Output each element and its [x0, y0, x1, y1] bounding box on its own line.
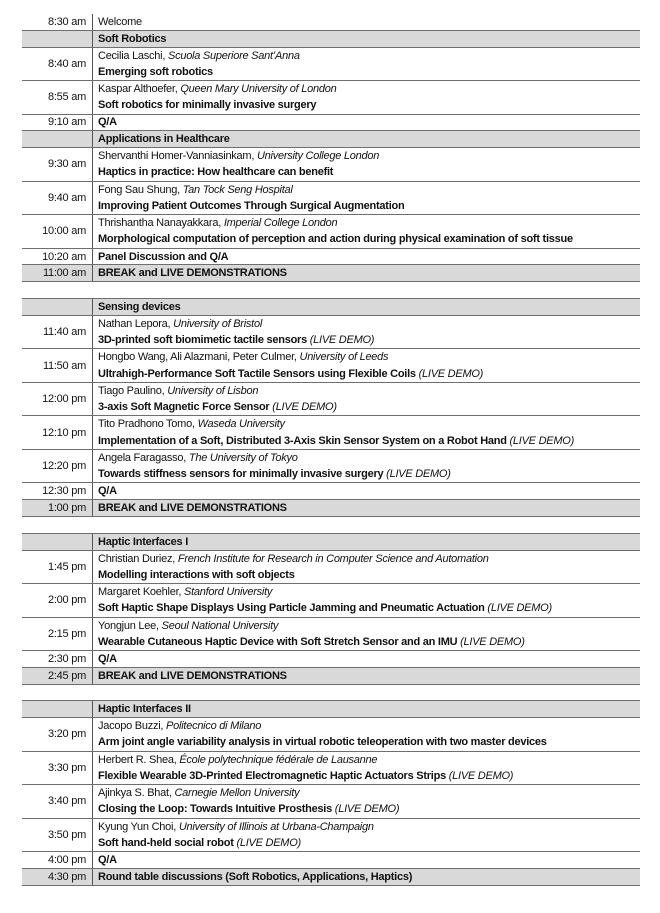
schedule-row	[22, 618, 640, 652]
live-demo-tag: (LIVE DEMO)	[415, 367, 484, 380]
talk-title: Soft robotics for minimally invasive surgery	[98, 99, 317, 112]
talk-title: Ultrahigh-Performance Soft Tactile Sensors using Flexible Coils	[98, 367, 416, 380]
content-cell	[93, 31, 640, 47]
content-cell	[93, 618, 640, 651]
content-cell	[93, 299, 640, 315]
break-row	[22, 265, 640, 282]
speaker-line	[98, 316, 640, 332]
time-cell: 8:55 am	[22, 81, 93, 114]
speaker-line	[98, 819, 640, 835]
content-cell	[93, 500, 640, 516]
talk-title-line	[98, 835, 640, 851]
speaker-affiliation: University of Leeds	[299, 351, 389, 364]
item-text: BREAK and LIVE DEMONSTRATIONS	[98, 502, 287, 515]
talk-title-line	[98, 734, 640, 750]
content-cell	[93, 349, 640, 382]
time-cell: 4:00 pm	[22, 852, 93, 868]
time-cell: 3:40 pm	[22, 785, 93, 818]
talk-title: Morphological computation of perception and action during physical examination of soft tissue	[98, 233, 573, 246]
live-demo-tag: (LIVE DEMO)	[269, 401, 337, 414]
talk-title-line	[98, 164, 640, 180]
speaker-affiliation: Waseda University	[197, 418, 285, 431]
speaker-affiliation: The University of Tokyo	[188, 451, 298, 464]
item-text: Panel Discussion and Q/A	[98, 250, 229, 263]
speaker-line	[98, 148, 640, 164]
session-title: Applications in Healthcare	[98, 133, 230, 146]
content-cell	[93, 14, 640, 30]
content-cell	[93, 517, 640, 533]
talk-title: 3D-printed soft biomimetic tactile sensors	[98, 334, 307, 347]
session-header-row	[22, 534, 640, 551]
content-cell	[93, 668, 640, 684]
talk-title-line	[98, 97, 640, 113]
content-cell	[93, 701, 640, 717]
time-cell	[22, 131, 93, 147]
time-cell: 9:40 am	[22, 182, 93, 215]
speaker-name: Jacopo Buzzi,	[98, 720, 167, 733]
schedule-row	[22, 651, 640, 668]
item-text: Q/A	[98, 116, 117, 129]
speaker-name: Ajinkya S. Bhat,	[98, 787, 175, 800]
live-demo-tag: (LIVE DEMO)	[445, 769, 514, 782]
time-cell	[22, 534, 93, 550]
talk-title-line	[98, 801, 640, 817]
schedule-row	[22, 14, 640, 31]
item-text: Q/A	[98, 854, 117, 867]
time-cell: 12:20 pm	[22, 450, 93, 483]
schedule-row	[22, 383, 640, 417]
time-cell: 4:30 pm	[22, 869, 93, 885]
schedule-table	[22, 14, 640, 886]
time-cell: 12:00 pm	[22, 383, 93, 416]
time-cell: 11:50 am	[22, 349, 93, 382]
content-cell	[93, 148, 640, 181]
schedule-row	[22, 215, 640, 249]
speaker-affiliation: Scuola Superiore Sant’Anna	[167, 49, 300, 62]
speaker-line	[98, 718, 640, 734]
speaker-line	[98, 450, 640, 466]
time-cell: 3:50 pm	[22, 819, 93, 852]
spacer-row	[22, 685, 640, 702]
schedule-row	[22, 81, 640, 115]
time-cell: 9:30 am	[22, 148, 93, 181]
speaker-name: Christian Duriez,	[98, 552, 178, 565]
time-cell	[22, 299, 93, 315]
session-header-row	[22, 31, 640, 48]
content-cell	[93, 718, 640, 751]
content-cell	[93, 249, 640, 265]
time-cell: 2:45 pm	[22, 668, 93, 684]
speaker-name: Tito Pradhono Tomo,	[98, 418, 198, 431]
talk-title: Modelling interactions with soft objects	[98, 568, 295, 581]
content-cell	[93, 81, 640, 114]
talk-title-line	[98, 332, 640, 348]
content-cell	[93, 416, 640, 449]
schedule-row	[22, 416, 640, 450]
speaker-name: Fong Sau Shung,	[98, 183, 183, 196]
time-cell	[22, 701, 93, 717]
speaker-line	[98, 81, 640, 97]
content-cell	[93, 265, 640, 281]
content-cell	[93, 785, 640, 818]
break-row	[22, 500, 640, 517]
content-cell	[93, 534, 640, 550]
speaker-affiliation: Politecnico di Milano	[166, 720, 262, 733]
speaker-affiliation: Seoul National University	[161, 619, 279, 632]
live-demo-tag: (LIVE DEMO)	[306, 334, 375, 347]
schedule-row	[22, 483, 640, 500]
speaker-line	[98, 349, 640, 365]
live-demo-tag: (LIVE DEMO)	[383, 468, 451, 481]
speaker-line	[98, 48, 640, 64]
session-header-row	[22, 299, 640, 316]
schedule-row	[22, 48, 640, 82]
talk-title: Flexible Wearable 3D-Printed Electromagnetic Haptic Actuators Strips	[98, 769, 446, 782]
time-cell: 12:10 pm	[22, 416, 93, 449]
talk-title-line	[98, 466, 640, 482]
content-cell	[93, 282, 640, 298]
item-text: BREAK and LIVE DEMONSTRATIONS	[98, 669, 287, 682]
content-cell	[93, 215, 640, 248]
time-cell: 1:00 pm	[22, 500, 93, 516]
live-demo-tag: (LIVE DEMO)	[457, 635, 525, 648]
talk-title-line	[98, 399, 640, 415]
break-row	[22, 668, 640, 685]
content-cell	[93, 752, 640, 785]
time-cell: 8:30 am	[22, 14, 93, 30]
time-cell	[22, 282, 93, 298]
content-cell	[93, 483, 640, 499]
time-cell: 1:45 pm	[22, 551, 93, 584]
content-cell	[93, 182, 640, 215]
schedule-row	[22, 718, 640, 752]
session-title: Sensing devices	[98, 300, 181, 313]
talk-title-line	[98, 231, 640, 247]
talk-title: 3-axis Soft Magnetic Force Sensor	[98, 401, 270, 414]
talk-title: Arm joint angle variability analysis in virtual robotic teleoperation with two master devices	[98, 736, 547, 749]
schedule-row	[22, 551, 640, 585]
content-cell	[93, 115, 640, 131]
time-cell: 10:20 am	[22, 249, 93, 265]
content-cell	[93, 316, 640, 349]
time-cell	[22, 685, 93, 701]
talk-title: Haptics in practice: How healthcare can benefit	[98, 166, 334, 179]
speaker-name: Kaspar Althoefer,	[98, 83, 181, 96]
item-text: Round table discussions (Soft Robotics, Applications, Haptics)	[98, 870, 413, 883]
time-cell: 11:40 am	[22, 316, 93, 349]
item-text: BREAK and LIVE DEMONSTRATIONS	[98, 267, 287, 280]
content-cell	[93, 48, 640, 81]
content-cell	[93, 584, 640, 617]
time-cell: 2:15 pm	[22, 618, 93, 651]
spacer-row	[22, 517, 640, 534]
session-title: Haptic Interfaces II	[98, 703, 191, 716]
speaker-name: Margaret Koehler,	[98, 586, 184, 599]
schedule-row	[22, 249, 640, 266]
schedule-row	[22, 819, 640, 853]
speaker-name: Nathan Lepora,	[98, 317, 174, 330]
speaker-line	[98, 215, 640, 231]
talk-title: Implementation of a Soft, Distributed 3-Axis Skin Sensor System on a Robot Hand	[98, 434, 507, 447]
schedule-row	[22, 785, 640, 819]
speaker-affiliation: Imperial College London	[223, 217, 338, 230]
schedule-row	[22, 349, 640, 383]
talk-title-line	[98, 567, 640, 583]
schedule-row	[22, 115, 640, 132]
speaker-name: Angela Faragasso,	[98, 451, 189, 464]
content-cell	[93, 651, 640, 667]
talk-title: Emerging soft robotics	[98, 65, 213, 78]
schedule-row	[22, 182, 640, 216]
time-cell: 9:10 am	[22, 115, 93, 131]
speaker-name: Thrishantha Nanayakkara,	[98, 217, 224, 230]
live-demo-tag: (LIVE DEMO)	[506, 434, 574, 447]
talk-title-line	[98, 366, 640, 382]
speaker-affiliation: University College London	[256, 150, 380, 163]
speaker-affiliation: University of Illinois at Urbana-Champaign	[178, 820, 374, 833]
speaker-line	[98, 785, 640, 801]
live-demo-tag: (LIVE DEMO)	[233, 837, 301, 850]
talk-title-line	[98, 634, 640, 650]
item-text: Welcome	[98, 15, 142, 28]
speaker-name: Herbert R. Shea,	[98, 753, 180, 766]
spacer-row	[22, 282, 640, 299]
time-cell	[22, 31, 93, 47]
speaker-affiliation: École polytechnique fédérale de Lausanne	[179, 753, 378, 766]
content-cell	[93, 450, 640, 483]
time-cell: 2:30 pm	[22, 651, 93, 667]
speaker-line	[98, 182, 640, 198]
talk-title: Towards stiffness sensors for minimally invasive surgery	[98, 468, 384, 481]
content-cell	[93, 685, 640, 701]
content-cell	[93, 852, 640, 868]
content-cell	[93, 869, 640, 885]
talk-title: Closing the Loop: Towards Intuitive Prosthesis	[98, 803, 332, 816]
speaker-affiliation: Queen Mary University of London	[180, 83, 337, 96]
speaker-affiliation: Carnegie Mellon University	[174, 787, 300, 800]
speaker-name: Shervanthi Homer-Vanniasinkam,	[98, 150, 257, 163]
content-cell	[93, 819, 640, 852]
session-title: Soft Robotics	[98, 32, 167, 45]
speaker-affiliation: University of Lisbon	[167, 384, 259, 397]
content-cell	[93, 131, 640, 147]
live-demo-tag: (LIVE DEMO)	[331, 803, 400, 816]
break-row	[22, 869, 640, 886]
speaker-line	[98, 416, 640, 432]
speaker-line	[98, 551, 640, 567]
talk-title-line	[98, 433, 640, 449]
time-cell: 10:00 am	[22, 215, 93, 248]
speaker-line	[98, 618, 640, 634]
time-cell: 8:40 am	[22, 48, 93, 81]
talk-title-line	[98, 600, 640, 616]
schedule-row	[22, 316, 640, 350]
speaker-line	[98, 584, 640, 600]
speaker-name: Cecilia Laschi,	[98, 49, 168, 62]
speaker-affiliation: French Institute for Research in Computer Science and Automation	[177, 552, 489, 565]
speaker-name: Yongjun Lee,	[98, 619, 162, 632]
talk-title: Soft Haptic Shape Displays Using Particle Jamming and Pneumatic Actuation	[98, 602, 485, 615]
speaker-affiliation: Tan Tock Seng Hospital	[182, 183, 293, 196]
time-cell: 2:00 pm	[22, 584, 93, 617]
talk-title: Improving Patient Outcomes Through Surgical Augmentation	[98, 199, 405, 212]
schedule-row	[22, 584, 640, 618]
speaker-line	[98, 752, 640, 768]
talk-title-line	[98, 198, 640, 214]
session-header-row	[22, 131, 640, 148]
time-cell	[22, 517, 93, 533]
time-cell: 12:30 pm	[22, 483, 93, 499]
talk-title-line	[98, 64, 640, 80]
session-title: Haptic Interfaces I	[98, 535, 189, 548]
session-header-row	[22, 701, 640, 718]
live-demo-tag: (LIVE DEMO)	[484, 602, 552, 615]
speaker-name: Kyung Yun Choi,	[98, 820, 179, 833]
item-text: Q/A	[98, 485, 117, 498]
time-cell: 3:20 pm	[22, 718, 93, 751]
time-cell: 3:30 pm	[22, 752, 93, 785]
speaker-line	[98, 383, 640, 399]
schedule-row	[22, 148, 640, 182]
time-cell: 11:00 am	[22, 265, 93, 281]
schedule-row	[22, 752, 640, 786]
speaker-name: Tiago Paulino,	[98, 384, 168, 397]
talk-title-line	[98, 768, 640, 784]
talk-title: Wearable Cutaneous Haptic Device with Soft Stretch Sensor and an IMU	[98, 635, 458, 648]
schedule-row	[22, 852, 640, 869]
schedule-row	[22, 450, 640, 484]
speaker-affiliation: Stanford University	[184, 586, 273, 599]
item-text: Q/A	[98, 652, 117, 665]
speaker-affiliation: University of Bristol	[173, 317, 263, 330]
speaker-name: Hongbo Wang, Ali Alazmani, Peter Culmer,	[98, 351, 300, 364]
talk-title: Soft hand-held social robot	[98, 837, 234, 850]
content-cell	[93, 383, 640, 416]
content-cell	[93, 551, 640, 584]
